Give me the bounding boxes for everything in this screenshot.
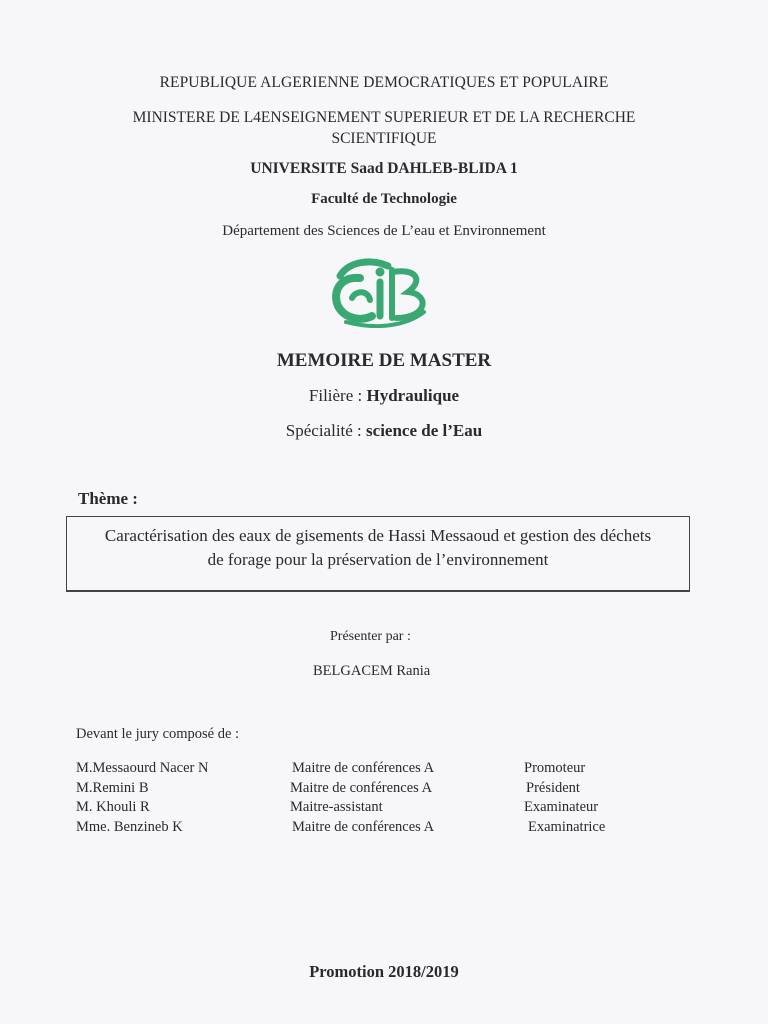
promotion-year: Promotion 2018/2019 [309, 962, 459, 981]
filiere-value: Hydraulique [366, 386, 460, 405]
university-logo-icon [326, 256, 436, 328]
jury-member-name: M.Remini B [76, 779, 149, 796]
ministry-line-2: SCIENTIFIQUE [331, 130, 437, 147]
jury-member-grade: Maitre de conférences A [290, 779, 433, 796]
jury-member-grade: Maitre de conférences A [292, 818, 435, 835]
theme-label: Thème : [78, 489, 138, 508]
memoir-type: MEMOIRE DE MASTER [276, 350, 492, 371]
jury-member-name: M. Khouli R [76, 799, 150, 815]
theme-box [66, 516, 690, 592]
filiere-label: Filière : [308, 386, 367, 405]
theme-line-1: Caractérisation des eaux de gisements de Hassi Messaoud et gestion des déchets [104, 526, 652, 545]
jury-member-role: Président [526, 779, 580, 796]
jury-member-grade: Maitre-assistant [290, 799, 383, 815]
jury-member-name: M.Messaourd Nacer N [76, 760, 209, 776]
jury-member-role: Promoteur [524, 760, 586, 776]
jury-member-role: Examinateur [524, 799, 599, 815]
filiere-line [0, 386, 768, 406]
theme-text [67, 524, 689, 572]
republic-heading: REPUBLIQUE ALGERIENNE DEMOCRATIQUES ET POPULAIRE [159, 74, 609, 91]
jury-member-name: Mme. Benzineb K [76, 818, 183, 835]
ministry-heading [0, 107, 768, 149]
specialite-label: Spécialité : [285, 421, 367, 440]
department-name: Département des Sciences de L’eau et Environnement [222, 223, 546, 239]
jury-member-grade: Maitre de conférences A [292, 760, 435, 776]
jury-member-role: Examinatrice [528, 818, 606, 835]
jury-title: Devant le jury composé de : [76, 726, 240, 742]
specialite-line [0, 421, 768, 441]
university-name: UNIVERSITE Saad DAHLEB-BLIDA 1 [250, 160, 518, 177]
presenter-name: BELGACEM Rania [313, 663, 431, 679]
faculty-name: Faculté de Technologie [311, 191, 457, 207]
theme-line-2: de forage pour la préservation de l’environnement [207, 550, 549, 569]
presenter-label: Présenter par : [330, 629, 411, 644]
specialite-value: science de l’Eau [366, 421, 483, 440]
ministry-line-1: MINISTERE DE L4ENSEIGNEMENT SUPERIEUR ET DE LA RECHERCHE [132, 109, 636, 126]
